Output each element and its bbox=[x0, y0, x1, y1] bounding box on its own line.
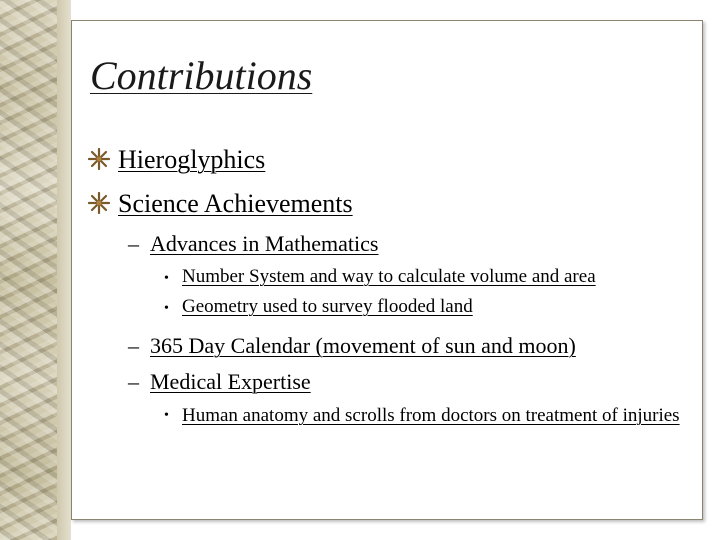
subbullet-calendar bbox=[128, 333, 576, 359]
subbullet-mathematics bbox=[128, 231, 379, 257]
bullet-label: Hieroglyphics bbox=[118, 145, 266, 174]
star-bullet-icon bbox=[88, 192, 110, 214]
slide-title: Contributions bbox=[90, 53, 313, 98]
subsubbullet-number-system bbox=[164, 266, 596, 288]
subsubbullet-human-anatomy bbox=[164, 403, 692, 429]
dot-marker: • bbox=[164, 408, 169, 423]
bullet-hieroglyphics bbox=[118, 145, 265, 175]
dash-marker: – bbox=[128, 333, 139, 358]
subsubbullet-label: Number System and way to calculate volume and area bbox=[182, 266, 596, 287]
dash-marker: – bbox=[128, 231, 139, 256]
dot-marker: • bbox=[164, 301, 169, 316]
star-bullet-icon bbox=[88, 148, 110, 170]
subbullet-label: 365 Day Calendar (movement of sun and moon) bbox=[150, 333, 576, 358]
subbullet-label: Medical Expertise bbox=[150, 369, 311, 394]
bullet-science-achievements bbox=[118, 189, 353, 219]
marble-border bbox=[0, 0, 57, 540]
bullet-label: Science Achievements bbox=[118, 189, 353, 218]
subsubbullet-geometry bbox=[164, 296, 473, 318]
marble-border-edge bbox=[57, 0, 71, 540]
subsubbullet-label: Human anatomy and scrolls from doctors on treatment of injuries bbox=[182, 405, 680, 426]
subbullet-label: Advances in Mathematics bbox=[150, 231, 379, 256]
dot-marker: • bbox=[164, 271, 169, 286]
dash-marker: – bbox=[128, 369, 139, 394]
subsubbullet-label: Geometry used to survey flooded land bbox=[182, 296, 473, 317]
subbullet-medical bbox=[128, 369, 311, 395]
